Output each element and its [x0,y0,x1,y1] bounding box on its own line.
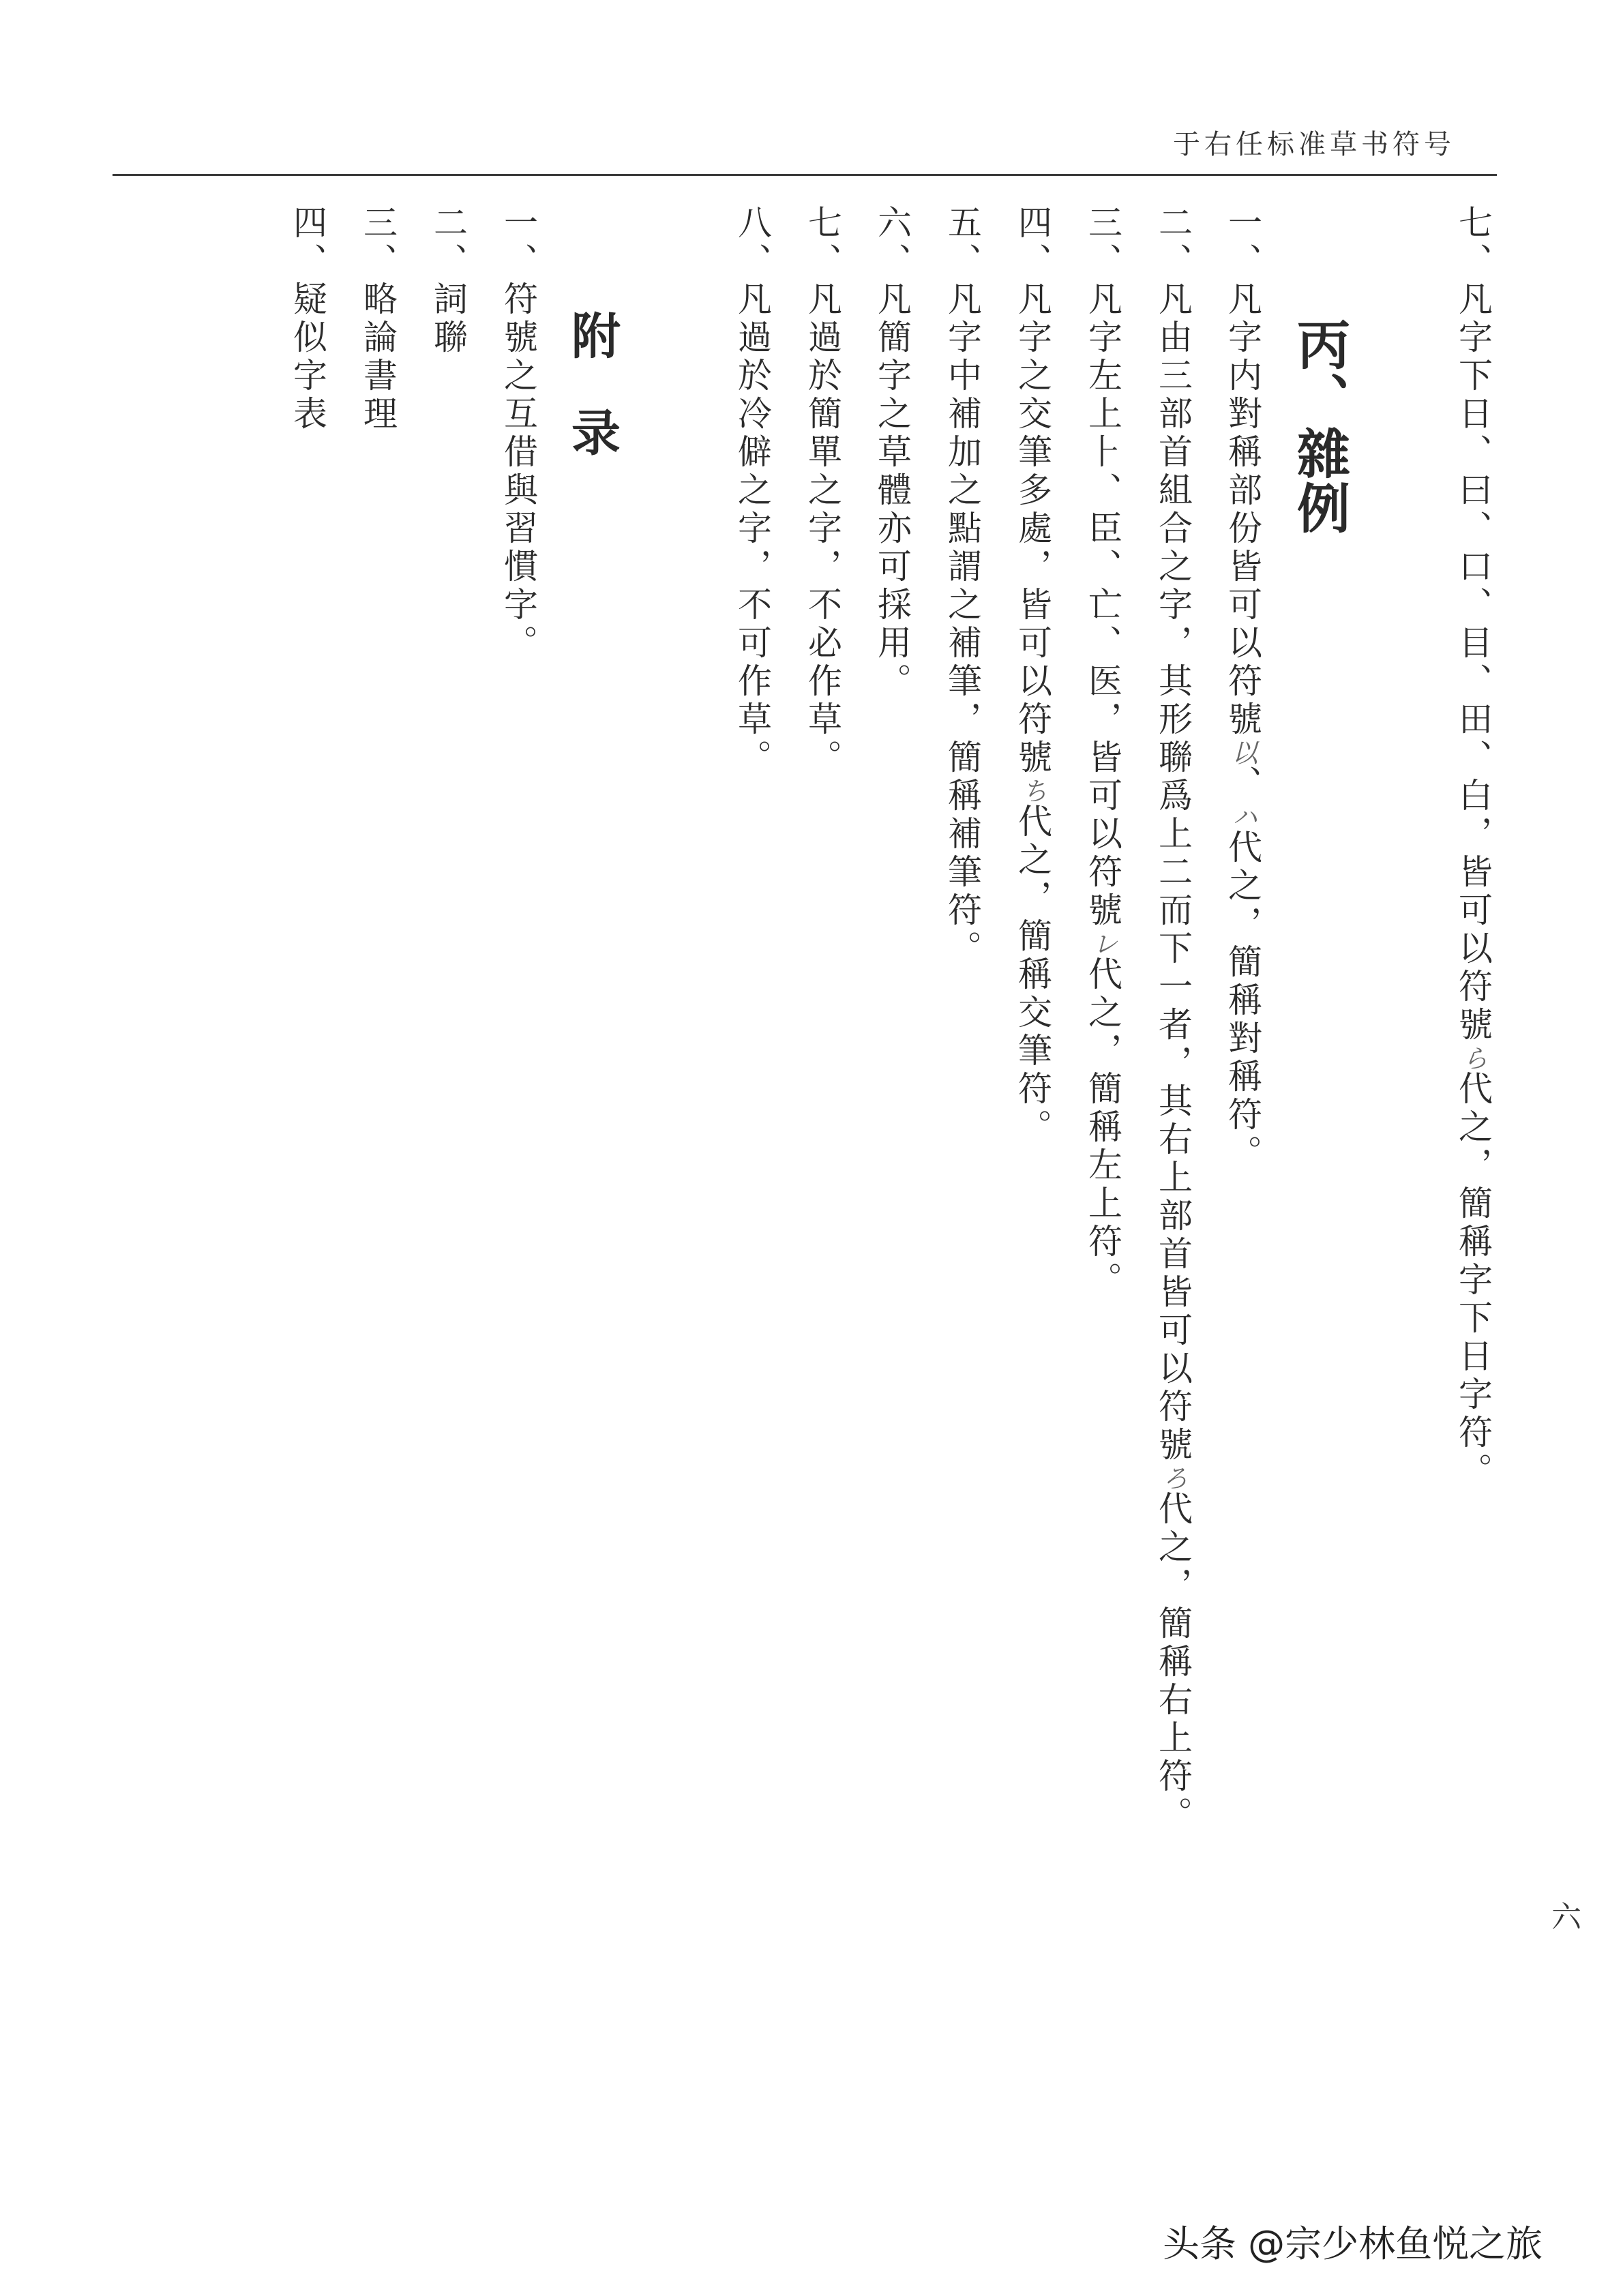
rule-text: 代之，簡稱右上符。 [1153,1491,1193,1834]
rule-text: 四、凡字之交筆多處，皆可以符號 [1013,205,1052,777]
carryover-text: 七、凡字下日、曰、口、目、田、白，皆可以符號 [1453,205,1493,1045]
appendix-item-1: 一、符號之互借與習慣字。 [498,205,538,663]
carryover-rule [1453,205,1493,1491]
appendix-heading: 附录 [563,310,621,504]
rule-item-7: 七、凡過於簡單之字，不必作草。 [803,205,842,777]
rule-text: 代之，簡稱左上符。 [1083,956,1122,1300]
running-header-title: 于右任标准草书符号 [1173,129,1455,160]
carryover-text-end: 代之，簡稱字下日字符。 [1453,1071,1493,1491]
rule-text: 一、凡字内對稱部份皆可以符號 [1223,205,1262,739]
rule-item-3 [1082,205,1123,1300]
page-number: 六 [1551,1900,1581,1935]
watermark: 头条 @宗少林鱼悦之旅 [1163,2222,1543,2265]
rule-item-2 [1152,205,1193,1834]
appendix-item-3: 三、略論書理 [358,205,398,434]
appendix-item-2: 二、詞聯 [428,205,468,357]
rule-item-1 [1222,205,1263,1173]
rule-text: 三、凡字左上⺊、臣、亡、医，皆可以符號 [1083,205,1122,930]
cursive-symbol-glyph: ら [1458,1045,1488,1071]
cursive-symbol-glyph: ハ [1227,803,1257,829]
rule-text: 、 [1223,765,1262,803]
rule-item-4 [1012,205,1053,1147]
rule-text: 代之，簡稱對稱符。 [1223,829,1262,1173]
header-rule [113,174,1497,176]
rule-item-5: 五、凡字中補加之點謂之補筆，簡稱補筆符。 [942,205,982,968]
cursive-symbol-glyph: ち [1017,777,1047,803]
section-heading-bing: 丙、雜例 [1288,317,1350,535]
appendix-item-4: 四、疑似字表 [288,205,327,434]
cursive-symbol-glyph: ろ [1158,1465,1188,1491]
rule-item-6: 六、凡簡字之草體亦可採用。 [872,205,912,701]
rule-item-8: 八、凡過於冷僻之字，不可作草。 [732,205,772,777]
rule-text: 二、凡由三部首組合之字，其形聯爲上二而下一者，其右上部首皆可以符號 [1153,205,1193,1465]
cursive-symbol-glyph: 以 [1227,739,1257,765]
rule-text: 代之，簡稱交筆符。 [1013,803,1052,1147]
cursive-symbol-glyph: レ [1088,930,1118,956]
